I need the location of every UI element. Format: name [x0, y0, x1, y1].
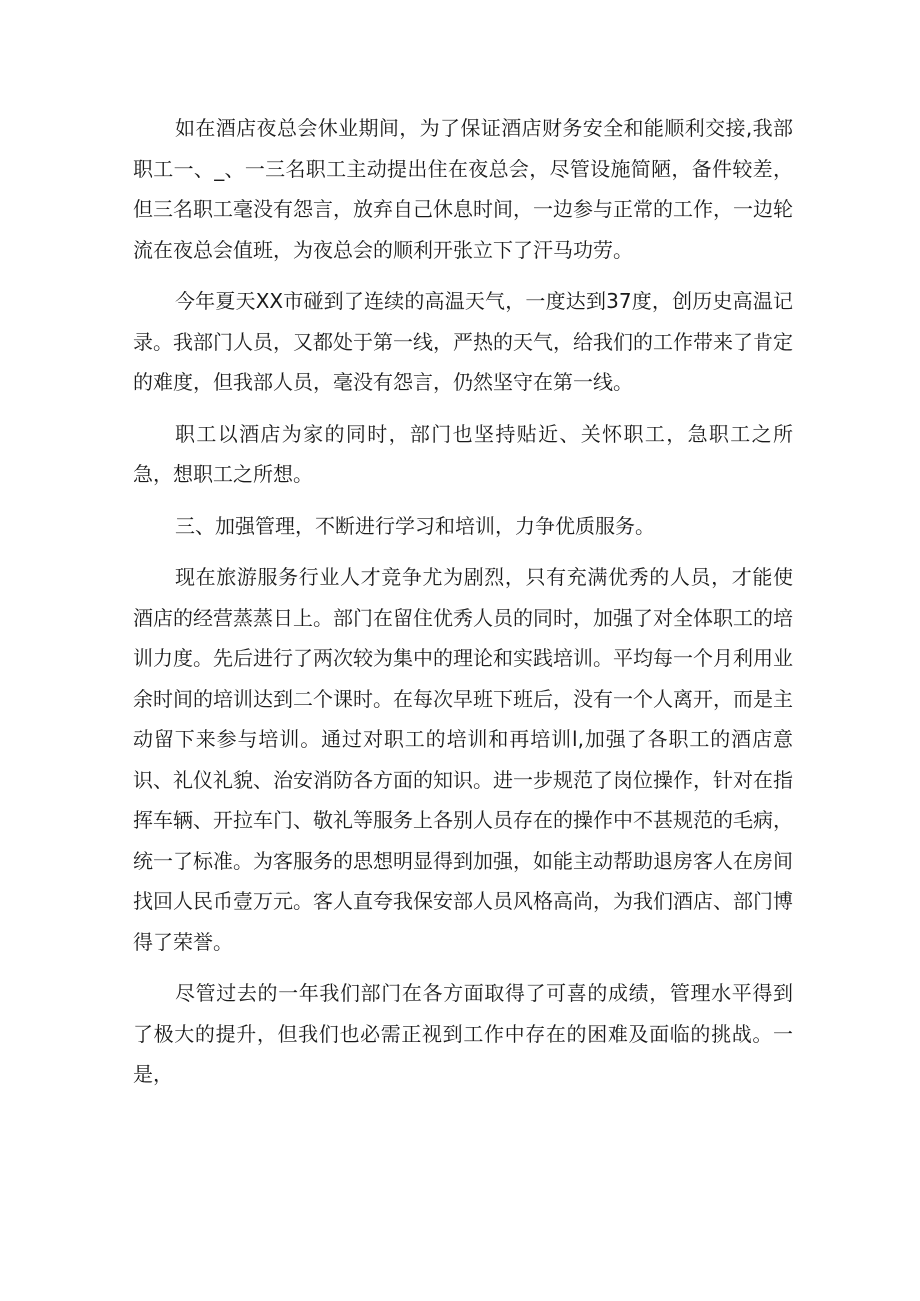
section-heading-management-training: 三、加强管理，不断进行学习和培训，力争优质服务。 — [175, 513, 655, 538]
document-body — [133, 108, 793, 1106]
paragraph-nightclub-duty: 如在酒店夜总会休业期间，为了保证酒店财务安全和能顺利交接,我部职工一、_、一三名职工主动提出住在夜总会，尽管设施简陋，备件较差，但三名职工毫没有怨言，放弃自己休息时间，一边参与正常的工作，一边轮流在夜总会值班，为夜总会的顺利开张立下了汗马功劳。 — [133, 116, 793, 262]
paragraph-challenges: 尽管过去的一年我们部门在各方面取得了可喜的成绩，管理水平得到了极大的提升，但我们也必需正视到工作中存在的困难及面临的挑战。一是， — [133, 981, 793, 1086]
paragraph-training: 现在旅游服务行业人才竞争尤为剧烈，只有充满优秀的人员，才能使酒店的经营蒸蒸日上。部门在留住优秀人员的同时，加强了对全体职工的培训力度。先后进行了两次较为集中的理论和实践培训。平均每一个月利用业余时间的培训达到二个课时。在每次早班下班后，没有一个人离开，而是主动留下来参与培训。通过对职工的培训和再培训l,加强了各职工的酒店意识、礼仪礼貌、治安消防各方面的知识。进一步规范了岗位操作，针对在指挥车辆、开拉车门、敬礼等服务上各别人员存在的操作中不甚规范的毛病，统一了标准。为客服务的思想明显得到加强，如能主动帮助退房客人在房间找回人民币壹万元。客人直夸我保安部人员风格高尚，为我们酒店、部门博得了荣誉。 — [133, 565, 793, 954]
paragraph-summer-heat: 今年夏天XX市碰到了连续的高温天气，一度达到37度，创历史高温记录。我部门人员，又都处于第一线，严热的天气，给我们的工作带来了肯定的难度，但我部人员，毫没有怨言，仍然坚守在第一线。 — [133, 289, 793, 394]
paragraph-staff-care: 职工以酒店为家的同时，部门也坚持贴近、关怀职工，急职工之所急，想职工之所想。 — [133, 421, 793, 486]
